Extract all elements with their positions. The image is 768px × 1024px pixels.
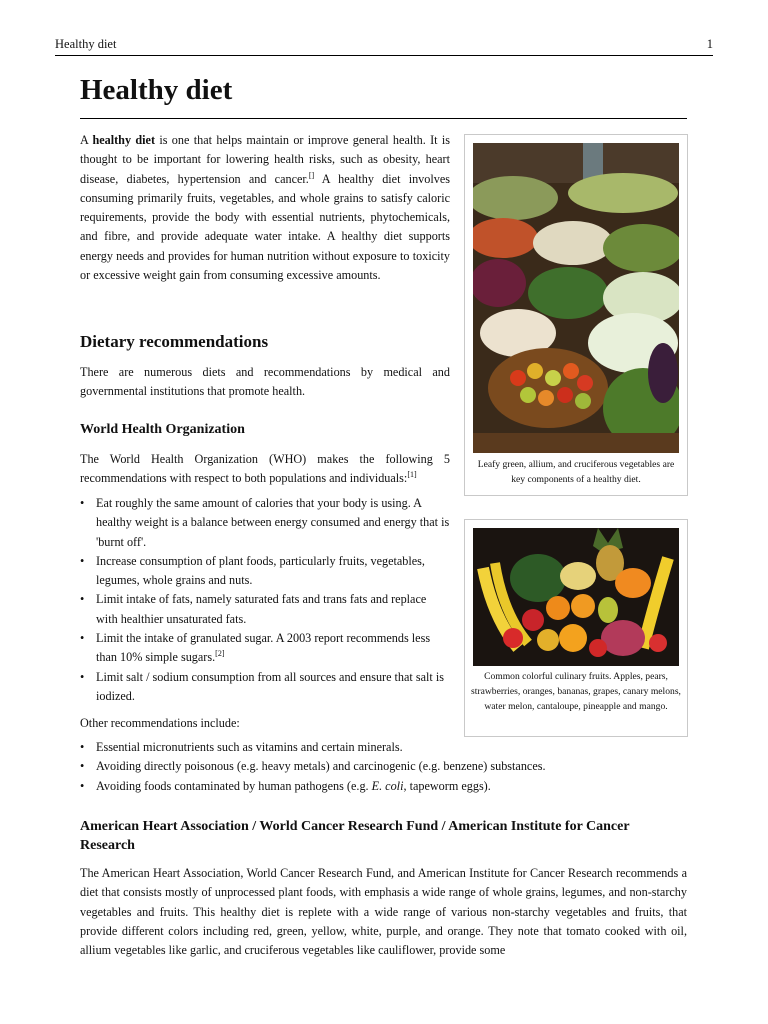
list-item: • Avoiding directly poisonous (e.g. heavy metals) and carcinogenic (e.g. benzene) substances. (80, 757, 680, 776)
other-recommendations-text (80, 714, 450, 733)
list-item-text: Limit the intake of granulated sugar. A 2003 report recommends less than 10% simple sugars. (96, 631, 431, 665)
list-item: • Limit intake of fats, namely saturated fats and trans fats and replace with healthier unsaturated fats. (80, 590, 450, 629)
list-item: • Increase consumption of plant foods, particularly fruits, vegetables, legumes, whole grains and nuts. (80, 552, 450, 591)
running-header (55, 37, 713, 56)
intro-text-b: is one that helps maintain or improve general health. It is thought to be important for lowering health risks, such as obesity, heart disease, diabetes, hypertension and cancer. (80, 133, 450, 186)
page-number: 1 (706, 37, 713, 51)
who-text: The World Health Organization (WHO) makes the following 5 recommendations with respect to both populations and individuals: (80, 452, 450, 486)
vegetables-figure (464, 134, 688, 496)
page-title: Healthy diet (80, 74, 233, 106)
fruits-photo (473, 528, 679, 666)
list-item: • Eat roughly the same amount of calories that your body is using. A healthy weight is a balance between energy consumed and energy that is 'burnt off'. (80, 494, 450, 552)
other-recommendations-list (80, 738, 680, 796)
aha-paragraph: The American Heart Association, World Cancer Research Fund, and American Institute for Cancer Research recommends a diet that consists mostly of unprocessed plant foods, with emphasis a wide range of whole grains, legumes, and non-starchy vegetables and fruits. This healthy diet is replete with a wide range of various non-starchy vegetables and fruits, that provide different colors including red, green, yellow, white, purple, and orange. They note that tomato cooked with oil, allium vegetables like garlic, and cruciferous vegetables like cauliflower, provide some (80, 866, 687, 958)
who-recommendations-list (80, 494, 450, 706)
list-item: • Essential micronutrients such as vitamins and certain minerals. (80, 738, 680, 757)
list-item-text-b: , tapeworm eggs). (403, 778, 491, 793)
list-item-text-a: Avoiding foods contaminated by human pathogens (e.g. (96, 778, 372, 793)
other-text: Other recommendations include: (80, 716, 240, 730)
fruits-caption: Common colorful culinary fruits. Apples, pears, strawberries, oranges, bananas, grapes, canary melons, water melon, cantaloupe, pineapple and mango. (471, 671, 681, 713)
intro-paragraph (80, 131, 450, 285)
dietary-recommendations-text (80, 363, 450, 402)
dietary-text: There are numerous diets and recommendations by medical and governmental institutions that promote health. (80, 365, 450, 399)
sugar-ref[interactable]: [2] (215, 649, 225, 659)
title-rule (80, 118, 687, 119)
vegetables-image[interactable] (473, 143, 679, 453)
fruits-image[interactable] (473, 528, 679, 666)
vegetables-photo (473, 143, 679, 453)
intro-ref[interactable]: [] (308, 170, 315, 180)
intro-text-a: A (80, 133, 93, 147)
who-paragraph (80, 450, 450, 489)
vegetables-caption: Leafy green, allium, and cruciferous vegetables are key components of a healthy diet. (477, 459, 675, 486)
list-item (80, 777, 680, 796)
list-item (80, 629, 450, 668)
list-item-italic: E. coli (371, 778, 404, 793)
intro-term: healthy diet (92, 133, 156, 147)
dietary-recommendations-heading: Dietary recommendations (80, 332, 269, 351)
who-heading: World Health Organization (80, 422, 245, 437)
intro-text-c: A healthy diet involves consuming primarily fruits, vegetables, and whole grains to satisfy caloric requirements, provide the body with essential nutrients, phytochemicals, and fibre, and provide adequate water intake. A healthy diet supports energy needs and provides for human nutrition without exposure to toxicity or excessive weight gain from consuming excessive amounts. (80, 171, 451, 283)
who-ref[interactable]: [1] (407, 470, 417, 480)
list-item: • Limit salt / sodium consumption from all sources and ensure that salt is iodized. (80, 668, 450, 707)
fruits-figure (464, 519, 688, 737)
aha-heading: American Heart Association / World Cancer Research Fund / American Institute for Cancer Research (80, 819, 630, 853)
running-header-title: Healthy diet (55, 37, 117, 51)
